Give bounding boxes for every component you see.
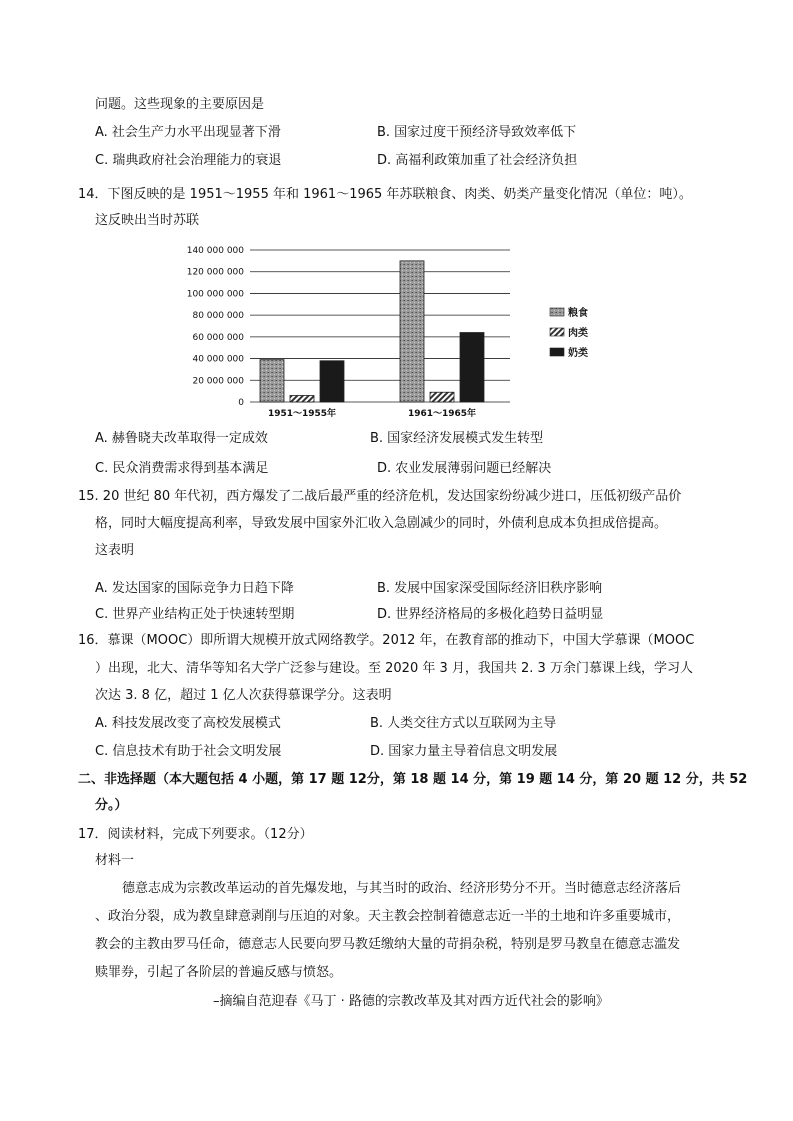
q13-stem-tail: 问题。这些现象的主要原因是 [95, 97, 265, 112]
y-tick-label: 60 000 000 [192, 332, 244, 343]
q17-material-line4: 赎罪券，引起了各阶层的普遍反感与愤怒。 [95, 965, 343, 980]
chart-bars [260, 261, 484, 402]
x-category-label: 1961～1965年 [407, 409, 477, 419]
q16-stem-line2: ）出现，北大、清华等知名大学广泛参与建设。至 2020 年 3 月，我国共 2. 3 万余门慕课上线，学习人 [95, 661, 693, 676]
q16-option-a: A. 科技发展改变了高校发展模式 [95, 716, 281, 731]
q13-option-d: D. 高福利政策加重了社会经济负担 [377, 153, 578, 168]
q15-stem-line2: 格，同时大幅度提高利率，导致发展中国家外汇收入急剧减少的同时，外债利息成本负担成倍提高。 [95, 516, 668, 531]
legend-swatch [550, 348, 564, 356]
q14-option-b: B. 国家经济发展模式发生转型 [370, 431, 544, 446]
q17-material-line1: 德意志成为宗教改革运动的首先爆发地，与其当时的政治、经济形势分不开。当时德意志经济落后 [122, 881, 682, 896]
q15-option-d: D. 世界经济格局的多极化趋势日益明显 [377, 607, 604, 622]
production-bar-chart [180, 240, 620, 420]
bar-肉类-1 [430, 392, 454, 402]
y-tick-label: 0 [238, 398, 244, 408]
q14-option-d: D. 农业发展薄弱问题已经解决 [377, 461, 552, 476]
bar-粮食-1 [400, 261, 424, 402]
y-tick-label: 40 000 000 [192, 354, 244, 365]
y-tick-label: 80 000 000 [192, 311, 244, 322]
q13-option-c: C. 瑞典政府社会治理能力的衰退 [95, 153, 282, 168]
q15-stem-line1: 15. 20 世纪 80 年代初，西方爆发了二战后最严重的经济危机，发达国家纷纷减少进口，压低初级产品价 [78, 489, 682, 504]
legend-label: 肉类 [568, 328, 588, 339]
q14-option-a: A. 赫鲁晓夫改革取得一定成效 [95, 431, 268, 446]
q16-option-d: D. 国家力量主导着信息文明发展 [370, 744, 558, 759]
section2-heading-line1: 二、非选择题（本大题包括 4 小题，第 17 题 12分，第 18 题 14 分，第 19 题 14 分，第 20 题 12 分，共 52 [78, 772, 748, 787]
y-tick-label: 140 000 000 [186, 246, 244, 256]
y-tick-label: 120 000 000 [186, 267, 244, 278]
bar-奶类-1 [460, 333, 484, 402]
x-category-label: 1951～1955年 [267, 409, 337, 419]
bar-奶类-0 [320, 361, 344, 402]
q17-material-line3: 教会的主教由罗马任命，德意志人民要向罗马教廷缴纳大量的苛捐杂税，特别是罗马教皇在德意志滥发 [95, 937, 681, 952]
section2-heading-line2: 分。） [95, 798, 128, 813]
chart-x-labels [268, 407, 476, 419]
legend-swatch [550, 328, 564, 336]
y-tick-label: 100 000 000 [186, 289, 244, 300]
q16-option-b: B. 人类交往方式以互联网为主导 [370, 716, 557, 731]
q15-stem-line3: 这表明 [95, 543, 135, 558]
chart-legend [550, 306, 588, 359]
q13-option-b: B. 国家过度干预经济导致效率低下 [377, 125, 577, 140]
q14-stem-line2: 这反映出当时苏联 [95, 213, 200, 228]
q13-option-a: A. 社会生产力水平出现显著下滑 [95, 125, 281, 140]
q15-option-a: A. 发达国家的国际竞争力日趋下降 [95, 581, 294, 596]
q15-option-b: B. 发展中国家深受国际经济旧秩序影响 [377, 581, 603, 596]
bar-肉类-0 [290, 395, 314, 402]
chart-y-ticks [187, 246, 245, 408]
q14-option-c: C. 民众消费需求得到基本满足 [95, 461, 269, 476]
q16-stem-line3: 次达 3. 8 亿，超过 1 亿人次获得慕课学分。这表明 [95, 688, 392, 703]
q16-option-c: C. 信息技术有助于社会文明发展 [95, 744, 282, 759]
q17-stem: 17．阅读材料，完成下列要求。（12分） [78, 827, 313, 842]
q17-material-label: 材料一 [95, 853, 135, 868]
q17-source: –摘编自范迎春《马丁 · 路德的宗教改革及其对西方近代社会的影响》 [213, 994, 609, 1009]
q14-stem-line1: 14．下图反映的是 1951～1955 年和 1961～1965 年苏联粮食、肉类、奶类产量变化情况（单位：吨）。 [78, 187, 692, 202]
legend-label: 奶类 [568, 348, 588, 359]
q16-stem-line1: 16．慕课（MOOC）即所谓大规模开放式网络教学。2012 年，在教育部的推动下，中国大学慕课（MOOC [78, 633, 695, 648]
legend-label: 粮食 [568, 308, 588, 319]
bar-粮食-0 [260, 360, 284, 402]
y-tick-label: 20 000 000 [192, 376, 244, 387]
q15-option-c: C. 世界产业结构正处于快速转型期 [95, 607, 295, 622]
q17-material-line2: 、政治分裂，成为教皇肆意剥削与压迫的对象。天主教会控制着德意志近一半的土地和许多重要城市， [95, 909, 681, 924]
legend-swatch [550, 308, 564, 316]
